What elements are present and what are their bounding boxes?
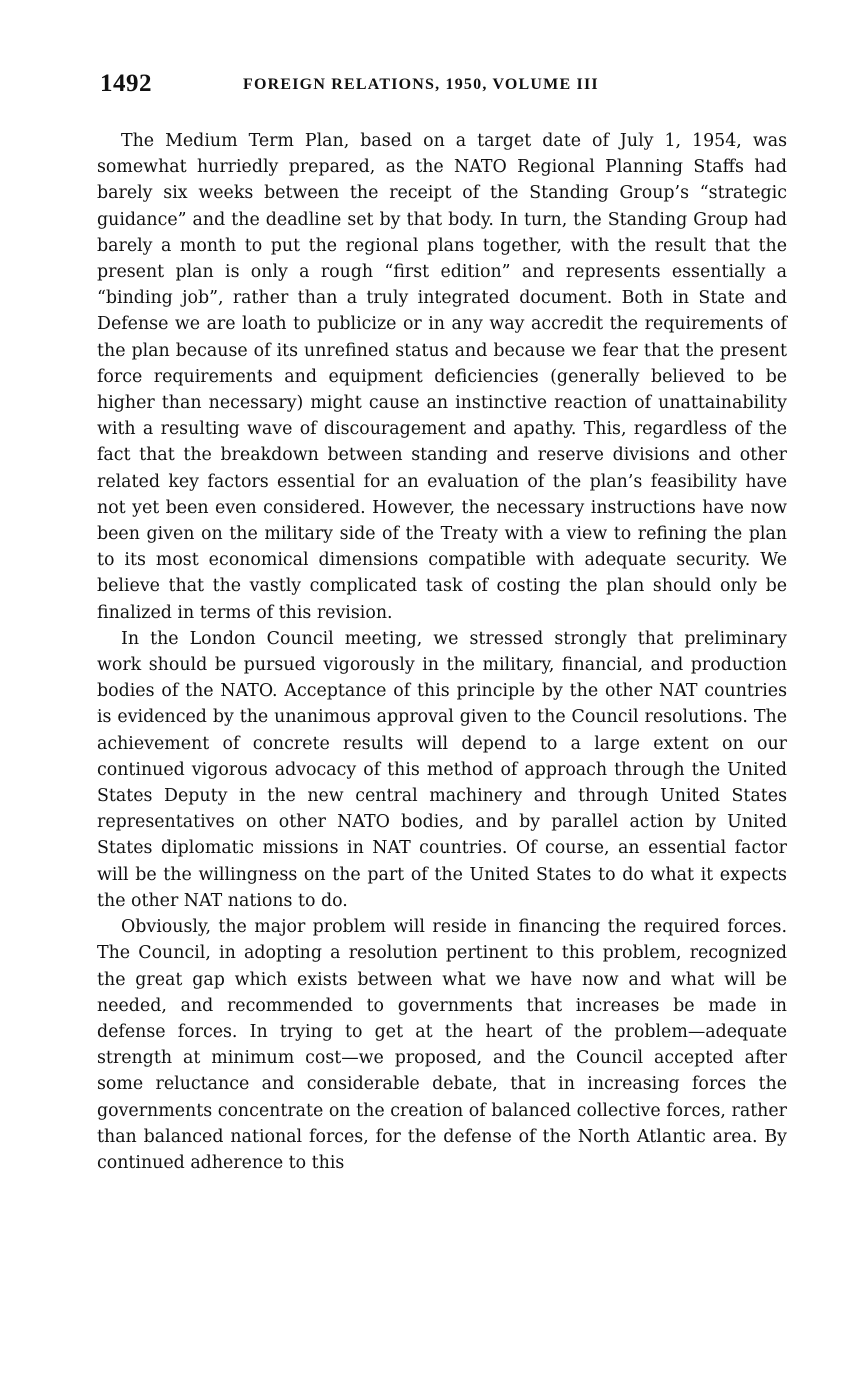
paragraph-london-council: In the London Council meeting, we stressed strongly that preliminary work should be pursued vigorously in the military, financial, and production bodies of the NATO. Acceptance of this principle by the other NAT countries is evidenced by the unanimous approval given to the Council resolutions. The achievement of concrete results will depend to a large extent on our continued vigorous advocacy of this method of approach through the United States Deputy in the new central machinery and through United States representatives on other NATO bodies, and by parallel action by United States diplomatic missions in NAT countries. Of course, an essential factor will be the willingness on the part of the United States to do what it expects the other NAT nations to do. [97, 628, 787, 911]
running-title: FOREIGN RELATIONS, 1950, VOLUME III [243, 76, 599, 93]
paragraph-medium-term-plan: The Medium Term Plan, based on a target date of July 1, 1954, was somewhat hurriedly prepared, as the NATO Regional Planning Staffs had barely six weeks between the receipt of the Standing Group’s “strategic guidance” and the deadline set by that body. In turn, the Standing Group had barely a month to put the regional plans together, with the result that the present plan is only a rough “first edition” and represents essentially a “binding job”, rather than a truly integrated document. Both in State and Defense we are loath to publicize or in any way accredit the requirements of the plan because of its unrefined status and because we fear that the present force requirements and equipment deficiencies (generally believed to be higher than necessary) might cause an instinctive reaction of unattainability with a resulting wave of discouragement and apathy. This, regardless of the fact that the breakdown between standing and reserve divisions and other related key factors essential for an evaluation of the plan’s feasibility have not yet been even considered. However, the necessary instructions have now been given on the military side of the Treaty with a view to refining the plan to its most economical dimensions compatible with adequate security. We believe that the vastly complicated task of costing the plan should only be finalized in terms of this revision. [97, 131, 787, 623]
body-text [97, 128, 787, 1176]
paragraph-financing-forces: Obviously, the major problem will reside in financing the required forces. The Council, in adopting a resolution pertinent to this problem, recognized the great gap which exists between what we have now and what will be needed, and recommended to governments that increases be made in defense forces. In trying to get at the heart of the problem—adequate strength at minimum cost—we proposed, and the Council accepted after some reluctance and considerable debate, that in increasing forces the governments concentrate on the creation of balanced collective forces, rather than balanced national forces, for the defense of the North Atlantic area. By continued adherence to this [97, 917, 787, 1173]
page-number: 1492 [100, 70, 152, 97]
page-header [100, 70, 790, 104]
